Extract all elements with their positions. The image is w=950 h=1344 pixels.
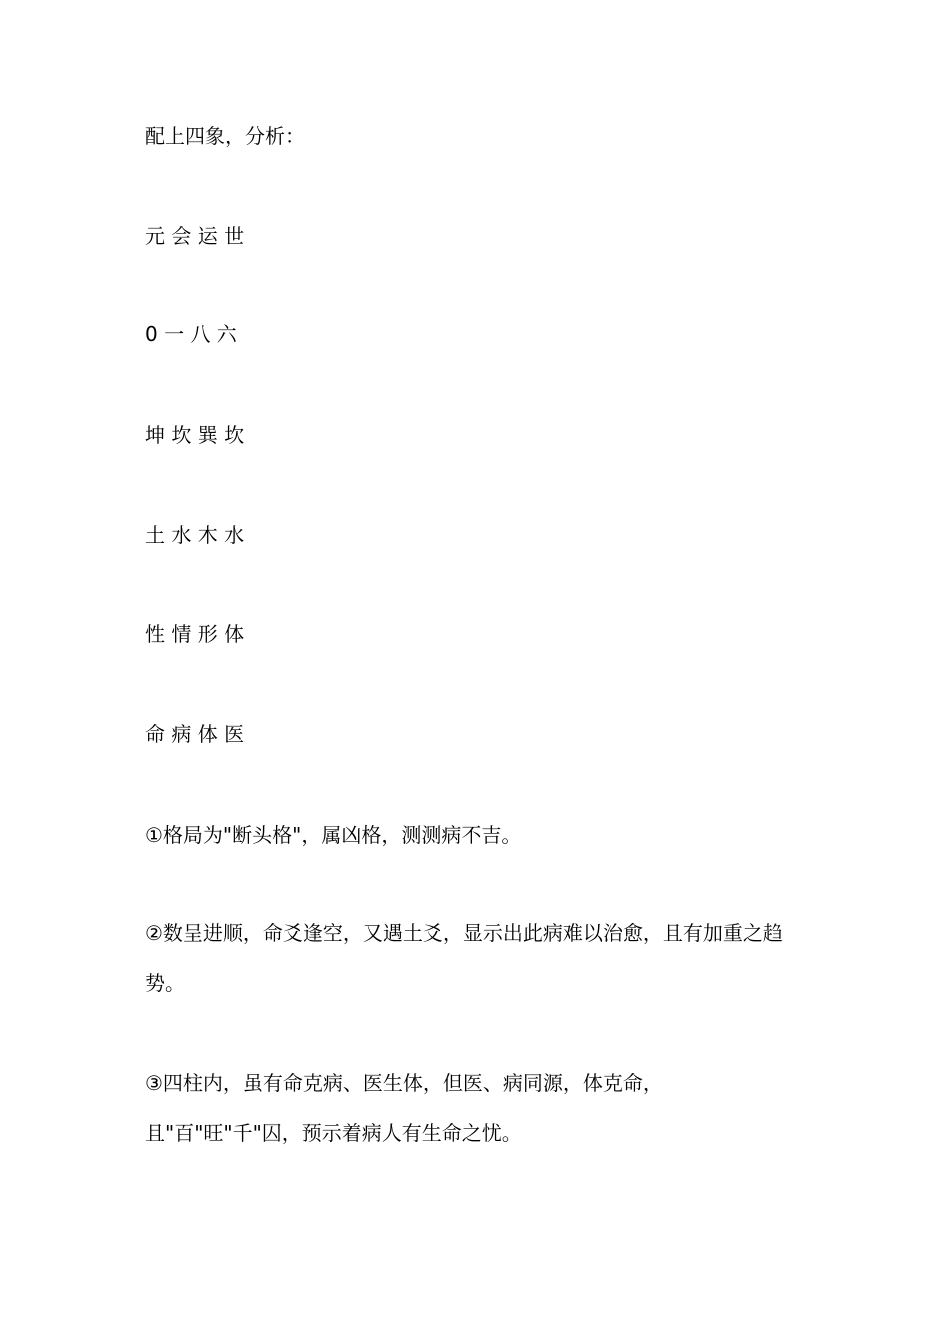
intro-text: 配上四象，分析： — [145, 124, 305, 148]
analysis-point-1: ①格局为"断头格"，属凶格，测测病不吉。 — [145, 823, 522, 847]
analysis-point-2: ②数呈进顺，命爻逢空，又遇土爻，显示出此病难以治愈，且有加重之趋势。 — [145, 921, 783, 995]
table-row-elements: 土 水 木 水 — [145, 523, 245, 547]
table-row-aspects: 性 情 形 体 — [145, 622, 245, 646]
analysis-point-3: ③四柱内，虽有命克病、医生体，但医、病同源，体克命，且"百"旺"千"囚，预示着病人有生命之忧。 — [145, 1071, 663, 1145]
table-row-roles: 命 病 体 医 — [145, 722, 245, 746]
table-row-yuan-hui-yun-shi: 元 会 运 世 — [145, 224, 245, 248]
table-row-numbers: 0 一 八 六 — [145, 322, 237, 346]
table-row-trigrams: 坤 坎 巽 坎 — [145, 423, 245, 447]
